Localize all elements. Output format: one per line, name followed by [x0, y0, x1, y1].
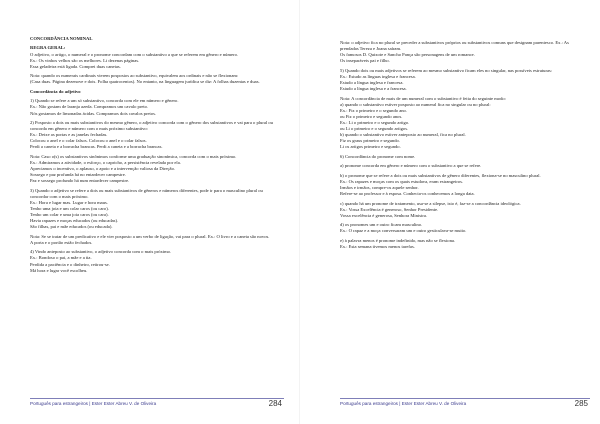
example: Ex.: Fiz o primeiro e o segundo ano.: [340, 107, 407, 113]
note: (Casa duas. Página dezenove e dois. Folha quatrocentos). No entanto, na linguagem jurídica se diz: A folhas duzentas e duas.: [30, 79, 260, 85]
example: Má hora e lugar você escolheu.: [30, 267, 88, 273]
note: Nota: quando os numerais cardinais vierem pospostos ao substantivo, equivalem aos ordinais e não se flexionam:: [30, 73, 239, 79]
page-number: 285: [574, 399, 588, 408]
example: Nós gostamos de limonadas ácidas. Compramos dois cavalos pretos.: [30, 110, 157, 116]
example: Paz e sossego profundo há num entardecer campestre.: [30, 178, 130, 184]
footer-text: Português para estrangeiros | Ester Ester Abreu V. de Oliveira: [30, 401, 157, 406]
note: Nota: Caso o(s) os substantivos sinônimos conforme uma graduação sinonímica, concorda com o mais próximo.: [30, 153, 237, 159]
example: Ex.: Vossa Excelência é generoso, Senhor Presidente.: [340, 206, 439, 212]
note-item: b) quando o substantivo estiver anteposto ao numeral, fica no plural.: [340, 132, 466, 138]
rule-item: e) à palavra menos é pronome indefinido, mas não se flexiona.: [340, 237, 456, 243]
example: Tenho um colar e uma joia caros (ou cara).: [30, 212, 109, 218]
example: Os famosos D. Quixote e Sancho Pança são personagens de um romance.: [340, 52, 475, 58]
footer-rule: [340, 398, 590, 399]
rule: 4) Vindo anteposto ao substantivo, o adjetivo concorda com o mais próximo.: [30, 249, 172, 255]
example: Li os artigos primeiro e segundo.: [340, 144, 401, 150]
example: Ex.: Não gostam de laranja azeda. Compramos um cavalo preto.: [30, 104, 149, 110]
example: Perdi a caneta e a borracha brancas. Perdi a caneta e a borracha brancas.: [30, 144, 163, 150]
example: Ex.: O rapaz e a moça conversaram um e outro gesticulava-se muito.: [340, 228, 467, 234]
note: Nota: A concordância de mais de um numeral com o substantivo é feita do seguinte modo:: [340, 95, 506, 101]
example: Ex.: Estudo as línguas inglesa e francesa.: [340, 73, 416, 79]
example: Apreciamos o incentivo, o aplauso, o apoio e a intervenção valiosa da Direção.: [30, 166, 176, 172]
example: Perdida a paciência e o dinheiro, retirou-se.: [30, 261, 110, 267]
rule-item: d) os pronomes um e outro ficam masculino.: [340, 222, 423, 228]
example: Os inseparáveis pai e filho.: [340, 58, 390, 64]
section-title: CONCORDÂNCIA NOMINAL: [30, 36, 93, 41]
note-item: a) quando o substantivo estiver posposto ao numeral fica no singular ou no plural:: [340, 101, 491, 107]
example: ou Fiz o primeiro e segundo anos.: [340, 113, 403, 119]
note: Nota: Se se tratar de um predicativo e ele vier posposto a um verbo de ligação, vai para o plural. Ex.: O livro e a caneta são novos.: [30, 233, 270, 239]
page-number: 284: [268, 399, 282, 408]
example: Ex.: Os rapazes e moças com os quais estudava, eram estrangeiros.: [340, 178, 464, 184]
example: Ex.: Bondoso o pai, a mãe e a tia.: [30, 255, 92, 261]
rule-item: c) quando há um pronome de tratamento, usa-se a silepse, isto é, faz-se a concordância ideológica.: [340, 200, 521, 206]
example: Vossa excelência é generosa, Senhora Ministra.: [340, 212, 428, 218]
example: Ex.: Li o primeiro e o segundo artigo.: [340, 119, 410, 125]
example: Ex.: Deixe as portas e as janelas fechadas.: [30, 132, 108, 138]
example: ou Li o primeiro e o segundo artigos.: [340, 126, 409, 131]
right-footer: [340, 398, 590, 410]
example: Tenho uma joia e um colar caros (ou caro).: [30, 205, 109, 211]
example: São filhas, pai e mãe educados (ou educada).: [30, 224, 113, 230]
right-page: [300, 0, 600, 424]
rule-item: a) pronome concorda em gênero e número com o substantivo a que se refere.: [340, 163, 482, 169]
footer-rule: [30, 398, 284, 399]
footer-text: Português para estrangeiros | Ester Ester Abreu V. de Oliveira: [340, 401, 467, 406]
paragraph: O adjetivo, o artigo, o numeral e o pronome concordam com o substantivo a que se referem em gênero e número.: [30, 51, 239, 57]
example: Sossego e paz profunda há no entardecer campestre.: [30, 172, 126, 178]
example: Refere-se ao professor e à esposa. Conhecia-os conhecemos a longa data.: [340, 191, 475, 197]
example: Estudo a língua inglesa e francesa.: [340, 79, 404, 85]
rule: 5) Quando dois ou mais adjetivos se referem ao mesmo substantivo ficam eles no singular, nas possíveis estruturas:: [340, 67, 553, 73]
rule-item: b) o pronome que se refere a dois ou mais substantivos de gênero diferentes, flexiona-se no masculino plural.: [340, 172, 541, 178]
left-footer: [30, 398, 284, 410]
example: Fiz os graus primeiro e segundo.: [340, 138, 400, 144]
subsection-heading: Concordância do adjetivo: [30, 88, 81, 94]
rule: 3) Quando o adjetivo se refere a dois ou mais substantivos de gêneros e números diferentes, pode ir para o masculino plural ou concordar com o mais próximo.: [30, 187, 263, 199]
rule-heading: REGRA GERAL:: [30, 45, 66, 51]
rule: 2) Posposto a dois ou mais substantivos do mesmo gênero, o adjetivo concorda com o gênero dos substantivos e vai para o plural ou concorda em gênero e número com o mais próximo substantivo:: [30, 119, 273, 132]
note: Nota: o adjetivo fica no plural se preceder a substantivos próprios ou substantivos comuns que designam parentesco. Ex.: As prendadas Tereza e Joana saíram.: [340, 40, 569, 52]
example: Ex.: Admiramos a atividade, o esforço, o capricho, a persistência revelada por ela.: [30, 159, 181, 165]
rule: 6) Concordância do pronome com nome.: [340, 153, 416, 159]
example: Essa geladeira está ligada. Comprei duas canetas.: [30, 63, 121, 69]
example: Colocou o anel e o colar falsos. Colocou o anel e o colar falsos.: [30, 138, 147, 144]
example: Irmãos e irmãos, compre-os aquele senhor.: [340, 184, 419, 190]
rule: 1) Quando se refere a um só substantivo, concorda com ele em número e gênero.: [30, 98, 179, 104]
example: Havia rapazes e moças educados (ou educadas).: [30, 218, 119, 224]
example: Estudo a língua inglesa e a francesa.: [340, 86, 407, 92]
note: A porta e o portão estão fechados.: [30, 239, 93, 245]
example: Ex.: Hora e lugar mas. Lugar e hora maus.: [30, 199, 108, 205]
example: Ex.: Esta semana tivemos menos tarefas.: [340, 243, 415, 249]
example: Ex.: Os vinhos velhos são os melhores. Li dezenas páginas.: [30, 57, 140, 63]
